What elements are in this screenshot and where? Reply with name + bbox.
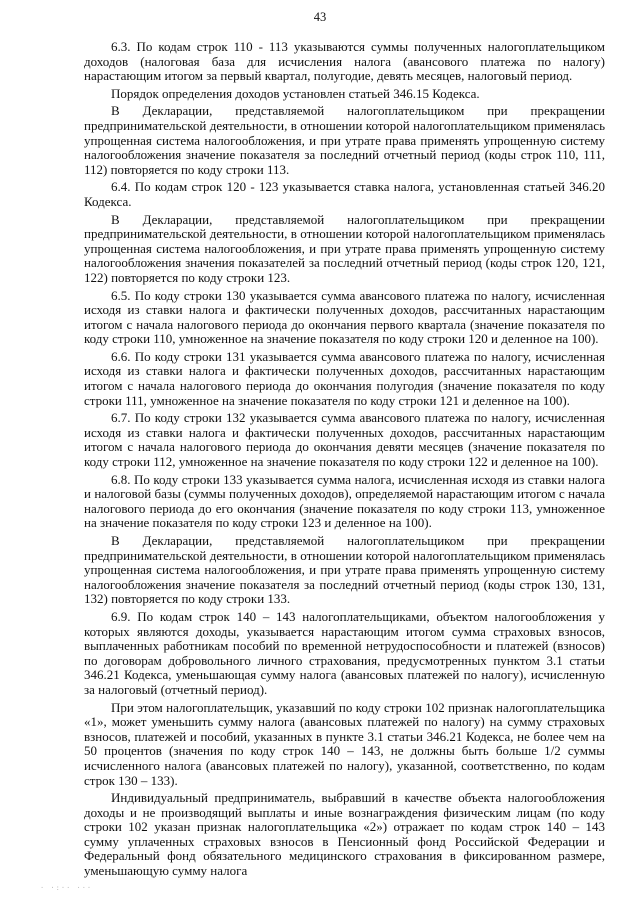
paragraph-6-9: 6.9. По кодам строк 140 – 143 налогоплательщиками, объектом налогообложения у которых являются доходы, указывается нарастающим итогом сумма страховых взносов, выплаченных работникам пособий по временной нетрудоспособности и платежей (взносов) по договорам добровольного личного страхования, предусмотренных пунктом 3.1 статьи 346.21 Кодекса, уменьшающая сумму налога (авансовых платежей по налогу), исчисленную за налоговый (отчетный период). [84, 608, 605, 697]
paragraph-taxpayer-sign-1: При этом налогоплательщик, указавший по коду строки 102 признак налогоплательщика «1», может уменьшить сумму налога (авансовых платежей по налогу) на сумму страховых взносов, платежей и пособий, указанных в пункте 3.1 статьи 346.21 Кодекса, не более чем на 50 процентов (значения по коду строк 140 – 143, не должны быть больше 1/2 суммы исчисленного налога (авансовых платежей по налогу), указанной, соответственно, по кодам строк 130 – 133). [84, 699, 605, 788]
page-number: 43 [313, 10, 327, 24]
paragraph-6-6: 6.6. По коду строки 131 указывается сумма авансового платежа по налогу, исчисленная исходя из ставки налога и фактически полученных доходов, рассчитанных нарастающим итогом с начала налогового периода до окончания полугодия (значение показателя по коду строки 111, умноженное на значение показателя по коду строки 121 и деленное на 100). [84, 348, 605, 408]
paragraph-declaration-133: В Декларации, представляемой налогоплательщиком при прекращении предпринимательской деятельности, в отношении которой налогоплательщиком применялась упрощенная система налогообложения, и при утрате права применять упрощенную систему налогообложения значение показателя за последний отчетный период (коды строк 130, 131, 132) повторяется по коду строки 133. [84, 533, 605, 607]
paragraph-6-7: 6.7. По коду строки 132 указывается сумма авансового платежа по налогу, исчисленная исходя из ставки налога и фактически полученных доходов, рассчитанных нарастающим итогом с начала налогового периода до окончания девяти месяцев (значение показателя по коду строки 112, умноженное на значение показателя по коду строки 122 и деленное на 100). [84, 410, 605, 470]
scan-artifact-mark: · ·:·· ··· [40, 884, 93, 892]
paragraph-6-4: 6.4. По кодам строк 120 - 123 указывается ставка налога, установленная статьей 346.20 Кодекса. [84, 179, 605, 209]
paragraph-declaration-113: В Декларации, представляемой налогоплательщиком при прекращении предпринимательской деятельности, в отношении которой налогоплательщиком применялась упрощенная система налогообложения, и при утрате права применять упрощенную систему налогообложения значение показателя за последний отчетный период (коды строк 110, 111, 112) повторяется по коду строки 113. [84, 103, 605, 177]
paragraph-declaration-123: В Декларации, представляемой налогоплательщиком при прекращении предпринимательской деятельности, в отношении которой налогоплательщиком применялась упрощенная система налогообложения, и при утрате права применять упрощенную систему налогообложения значения показателей за последний отчетный период (коды строк 120, 121, 122) повторяется по коду строки 123. [84, 211, 605, 285]
paragraph-individual-entrepreneur: Индивидуальный предприниматель, выбравший в качестве объекта налогообложения доходы и не производящий выплаты и иные вознаграждения физическим лицам (по коду строки 102 указан признак налогоплательщика «2») отражает по кодам строк 140 – 143 сумму уплаченных страховых взносов в Пенсионный фонд Российской Федерации и Федеральный фонд обязательного медицинского страхования в фиксированном размере, уменьшающую сумму налога [84, 790, 605, 879]
paragraph-6-3: 6.3. По кодам строк 110 - 113 указываются суммы полученных налогоплательщиком доходов (налоговая база для исчисления налога (авансового платежа по налогу) нарастающим итогом за первый квартал, полугодие, девять месяцев, налоговый период. [84, 39, 605, 84]
paragraph-6-5: 6.5. По коду строки 130 указывается сумма авансового платежа по налогу, исчисленная исходя из ставки налога и фактически полученных доходов, рассчитанных нарастающим итогом с начала налогового периода до окончания первого квартала (значение показателя по коду строки 110, умноженное на значение показателя по коду строки 120 и деленное на 100). [84, 287, 605, 347]
document-body [84, 40, 605, 882]
paragraph-income-order: Порядок определения доходов установлен статьей 346.15 Кодекса. [111, 85, 480, 101]
paragraph-6-8: 6.8. По коду строки 133 указывается сумма налога, исчисленная исходя из ставки налога и налоговой базы (суммы полученных доходов), определяемой нарастающим итогом с начала налогового периода до его окончания (значение показателя по коду строки 113, умноженное на значение показателя по коду строки 123 и деленное на 100). [84, 471, 605, 531]
